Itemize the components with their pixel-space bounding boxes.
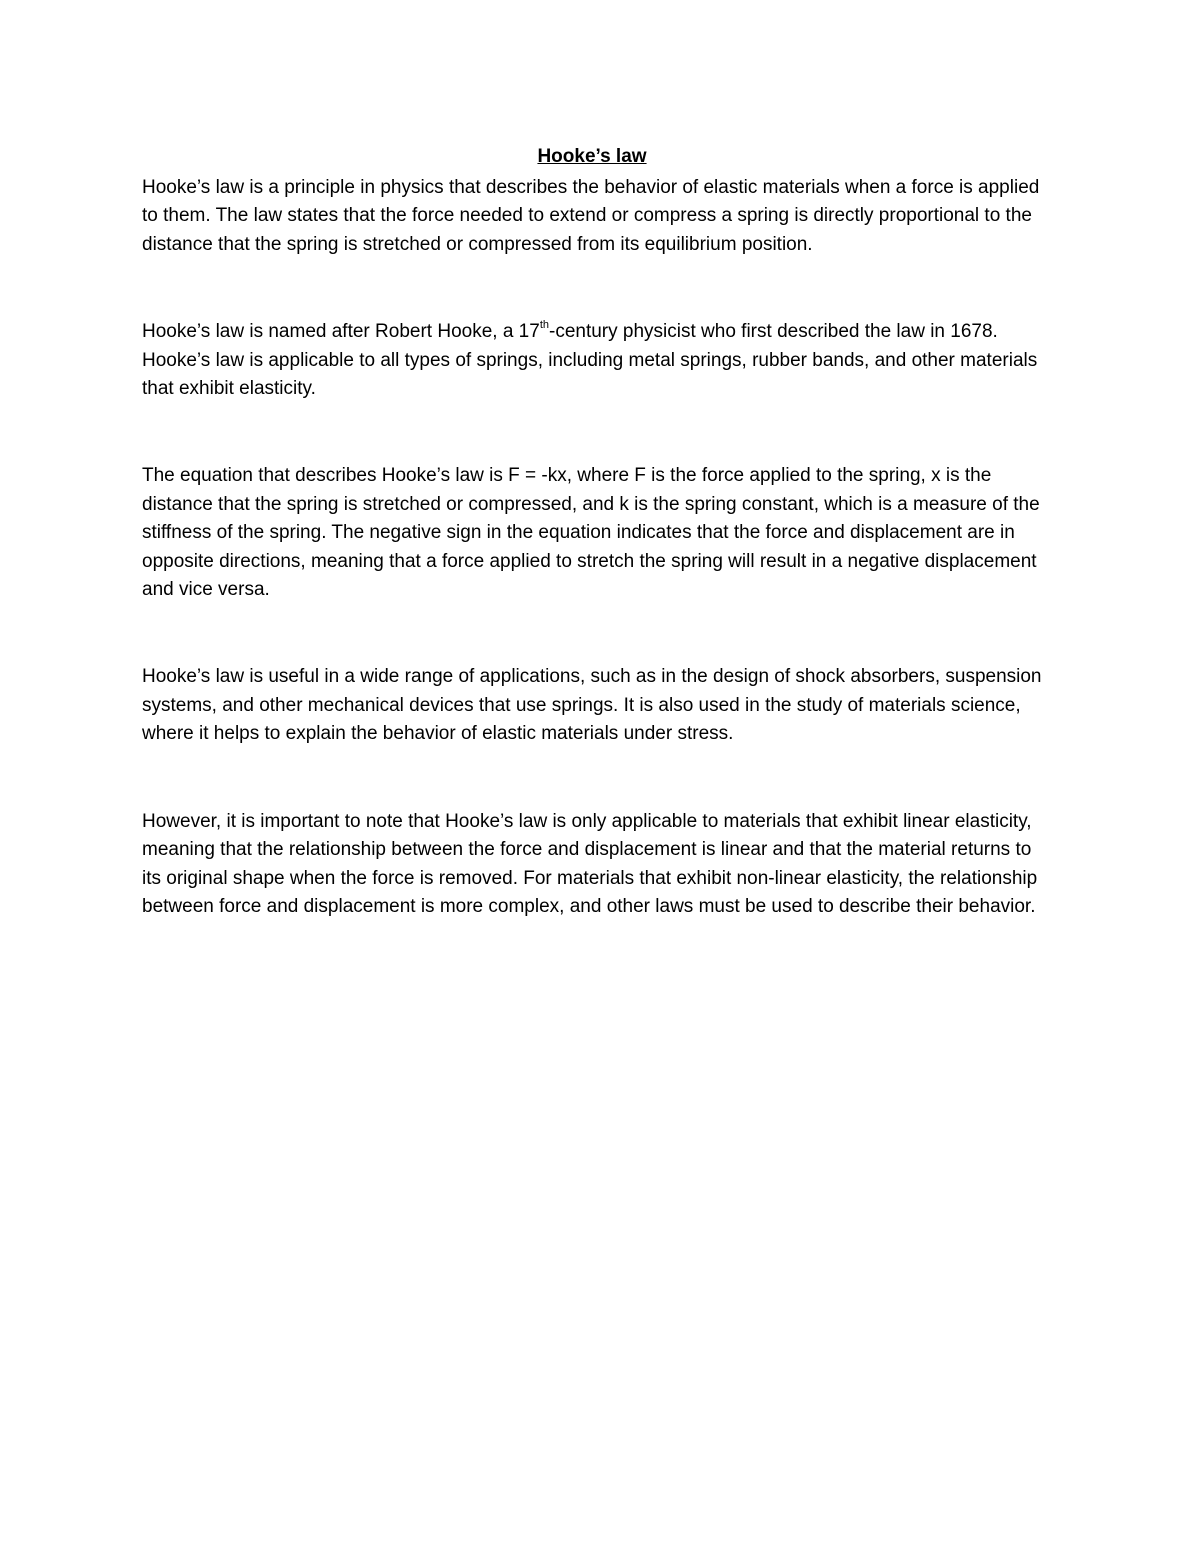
paragraph-definition: Hooke’s law is a principle in physics that describes the behavior of elastic materials when a force is applied to them. The law states that the force needed to extend or compress a spring is directly proportional to the distance that the spring is stretched or compressed from its equilibrium position. xyxy=(142,177,1040,255)
document-body xyxy=(142,140,1042,921)
paragraph-equation: The equation that describes Hooke’s law is F = -kx, where F is the force applied to the spring, x is the distance that the spring is stretched or compressed, and k is the spring constant, which is a measure of the stiffness of the spring. The negative sign in the equation indicates that the force and displacement are in opposite directions, meaning that a force applied to stretch the spring will result in a negative displacement and vice versa. xyxy=(142,465,1040,601)
paragraph-limitations: However, it is important to note that Hooke’s law is only applicable to materials that exhibit linear elasticity, meaning that the relationship between the force and displacement is linear and that the material returns to its original shape when the force is removed. For materials that exhibit non-linear elasticity, the relationship between force and displacement is more complex, and other laws must be used to describe their behavior. xyxy=(142,810,1038,917)
history-text-start: Hooke’s law is named after Robert Hooke, a 17 xyxy=(142,321,540,343)
paragraph-history xyxy=(142,318,1042,403)
history-text-end: -century physicist who first described the law in 1678. Hooke’s law is applicable to all types of springs, including metal springs, rubber bands, and other materials that exhibit elasticity. xyxy=(142,321,1038,400)
paragraph-applications: Hooke’s law is useful in a wide range of applications, such as in the design of shock absorbers, suspension systems, and other mechanical devices that use springs. It is also used in the study of materials science, where it helps to explain the behavior of elastic materials under stress. xyxy=(142,666,1042,745)
document-title: Hooke’s law xyxy=(537,146,647,167)
ordinal-superscript: th xyxy=(539,318,549,331)
